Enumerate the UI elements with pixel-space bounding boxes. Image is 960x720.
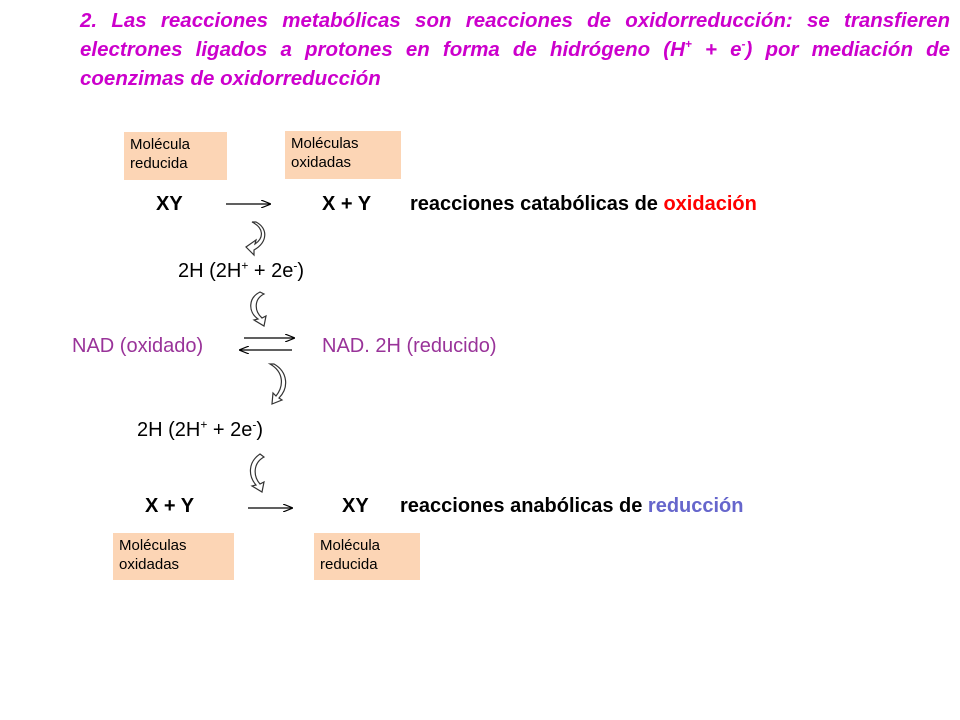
box-line1: Moléculas — [119, 537, 187, 554]
anabolic-label-text: reacciones anabólicas de — [400, 495, 648, 517]
heading-sup-plus: + — [684, 37, 692, 52]
hydrogen-bottom-prefix: 2H (2H — [137, 419, 201, 441]
hydrogen-top-middle: + 2e — [248, 260, 294, 282]
hydrogen-bottom-sup-plus: + — [200, 417, 208, 432]
curved-arrow-2-icon — [251, 292, 266, 326]
catabolic-label-text: reacciones catabólicas de — [410, 193, 664, 215]
curved-arrow-3-icon — [270, 364, 286, 404]
hydrogen-top-sup-minus: - — [293, 258, 298, 273]
box-line1: Molécula — [130, 136, 191, 153]
box-line2: reducida — [320, 556, 378, 573]
catabolic-product: X + Y — [322, 193, 372, 215]
box-line1: Molécula — [320, 537, 381, 554]
hydrogen-bottom-middle: + 2e — [207, 419, 253, 441]
hydrogen-bottom-sup-minus: - — [252, 417, 257, 432]
heading-part1: 2. Las reacciones metabólicas son reacciones de oxidorreducción: se transfieren electrones ligados a protones en forma de hidrógeno (H — [80, 9, 950, 61]
heading-part3: ) por mediación de coenzimas de oxidorreducción — [80, 38, 950, 90]
curved-arrow-4-icon — [250, 454, 264, 492]
anabolic-reactant: X + Y — [145, 495, 195, 517]
box-line2: oxidadas — [291, 154, 352, 171]
anabolic-product: XY — [342, 495, 369, 517]
hydrogen-bottom-suffix: ) — [256, 419, 264, 441]
heading-sup-minus: - — [741, 37, 746, 52]
box-line1: Moléculas — [291, 135, 359, 152]
catabolic-label-highlight: oxidación — [663, 193, 757, 215]
anabolic-label-highlight: reducción — [647, 495, 744, 517]
catabolic-reactant: XY — [156, 193, 183, 215]
box-line2: oxidadas — [119, 556, 180, 573]
box-line2: reducida — [130, 155, 188, 172]
hydrogen-top-sup-plus: + — [241, 258, 249, 273]
hydrogen-top-suffix: ) — [297, 260, 305, 282]
nad-reduced: NAD. 2H (reducido) — [322, 335, 497, 357]
heading-part2: + e — [691, 38, 742, 61]
curved-arrow-1-icon — [246, 222, 265, 255]
hydrogen-top-prefix: 2H (2H — [178, 260, 242, 282]
nad-oxidized: NAD (oxidado) — [72, 335, 204, 357]
